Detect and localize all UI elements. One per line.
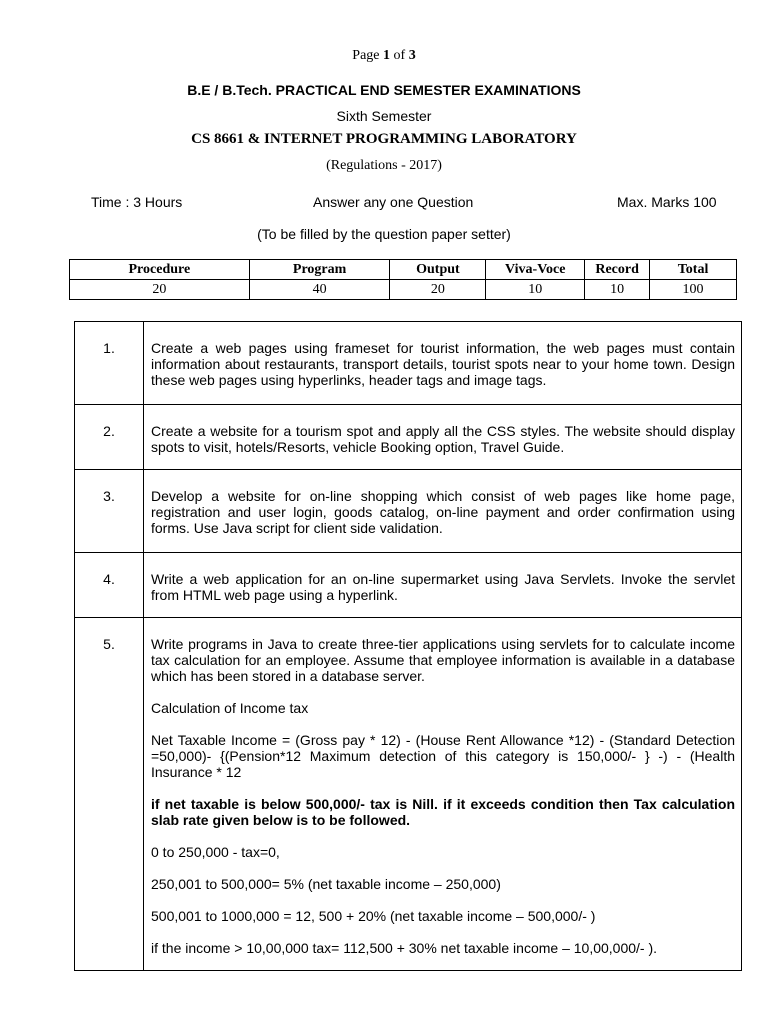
page-current: 1 xyxy=(383,48,391,63)
course-title: CS 8661 & INTERNET PROGRAMMING LABORATORY xyxy=(191,131,577,147)
question-row xyxy=(75,322,742,405)
semester: Sixth Semester xyxy=(336,108,432,124)
marks-header-record: Record xyxy=(585,260,650,280)
question-number: 2. xyxy=(75,405,144,470)
marks-value-program: 40 xyxy=(249,280,390,300)
page-prefix: Page xyxy=(352,48,384,63)
question-row xyxy=(75,405,742,470)
instruction: Answer any one Question xyxy=(313,194,474,210)
exam-title: B.E / B.Tech. PRACTICAL END SEMESTER EXAMINATIONS xyxy=(187,82,581,98)
page-indicator xyxy=(0,48,768,64)
question-paragraph: Write programs in Java to create three-tier applications using servlets for to calculate income tax calculation for an employee. Assume that employee information is available in a database which has been stored in a database server. xyxy=(151,636,735,684)
regulations: (Regulations - 2017) xyxy=(326,158,442,173)
question-subheading: Calculation of Income tax xyxy=(151,700,309,716)
question-text: Create a web pages using frameset for tourist information, the web pages must contain information about restaurants, transport details, tourist spots near to your home town. Design these web pages using hyperlinks, header tags and image tags. xyxy=(144,322,742,405)
setter-note: (To be filled by the question paper setter) xyxy=(257,226,511,242)
question-number: 4. xyxy=(75,553,144,618)
questions-table xyxy=(74,321,742,971)
question-number: 5. xyxy=(75,618,144,971)
tax-slab: 500,001 to 1000,000 = 12, 500 + 20% (net taxable income – 500,000/- ) xyxy=(151,908,596,924)
marks-header-procedure: Procedure xyxy=(70,260,250,280)
marks-table xyxy=(69,259,737,300)
tax-slab: if the income > 10,00,000 tax= 112,500 + 30% net taxable income – 10,00,000/- ). xyxy=(151,940,658,956)
marks-value-total: 100 xyxy=(650,280,737,300)
marks-header-viva-voce: Viva-Voce xyxy=(486,260,585,280)
page-total: 3 xyxy=(408,48,416,63)
question-text: Write a web application for an on-line supermarket using Java Servlets. Invoke the servlet from HTML web page using a hyperlink. xyxy=(144,553,742,618)
question-text-block xyxy=(144,618,742,971)
question-row xyxy=(75,553,742,618)
question-number: 3. xyxy=(75,470,144,553)
marks-value-record: 10 xyxy=(585,280,650,300)
marks-value-viva-voce: 10 xyxy=(486,280,585,300)
question-text: Create a website for a tourism spot and apply all the CSS styles. The website should display spots to visit, hotels/Resorts, vehicle Booking option, Travel Guide. xyxy=(144,405,742,470)
marks-header-program: Program xyxy=(249,260,390,280)
question-text: Develop a website for on-line shopping which consist of web pages like home page, registration and user login, goods catalog, on-line payment and order confirmation using forms. Use Java script for client side validation. xyxy=(144,470,742,553)
question-condition: if net taxable is below 500,000/- tax is Nill. if it exceeds condition then Tax calculation slab rate given below is to be followed. xyxy=(151,796,735,828)
question-row xyxy=(75,470,742,553)
max-marks: Max. Marks 100 xyxy=(617,194,717,210)
page-of: of xyxy=(390,48,409,63)
marks-header-output: Output xyxy=(390,260,486,280)
marks-value-output: 20 xyxy=(390,280,486,300)
question-formula: Net Taxable Income = (Gross pay * 12) - (House Rent Allowance *12) - (Standard Detection =50,000)- {(Pension*12 Maximum detection of this category is 150,000/- } -) - (Health Insurance * 12 xyxy=(151,732,735,780)
tax-slab: 250,001 to 500,000= 5% (net taxable income – 250,000) xyxy=(151,876,501,892)
marks-value-procedure: 20 xyxy=(70,280,250,300)
exam-time: Time : 3 Hours xyxy=(91,194,183,210)
tax-slab: 0 to 250,000 - tax=0, xyxy=(151,844,280,860)
marks-header-row xyxy=(70,260,737,280)
question-number: 1. xyxy=(75,322,144,405)
marks-header-total: Total xyxy=(650,260,737,280)
question-row xyxy=(75,618,742,971)
marks-value-row xyxy=(70,280,737,300)
